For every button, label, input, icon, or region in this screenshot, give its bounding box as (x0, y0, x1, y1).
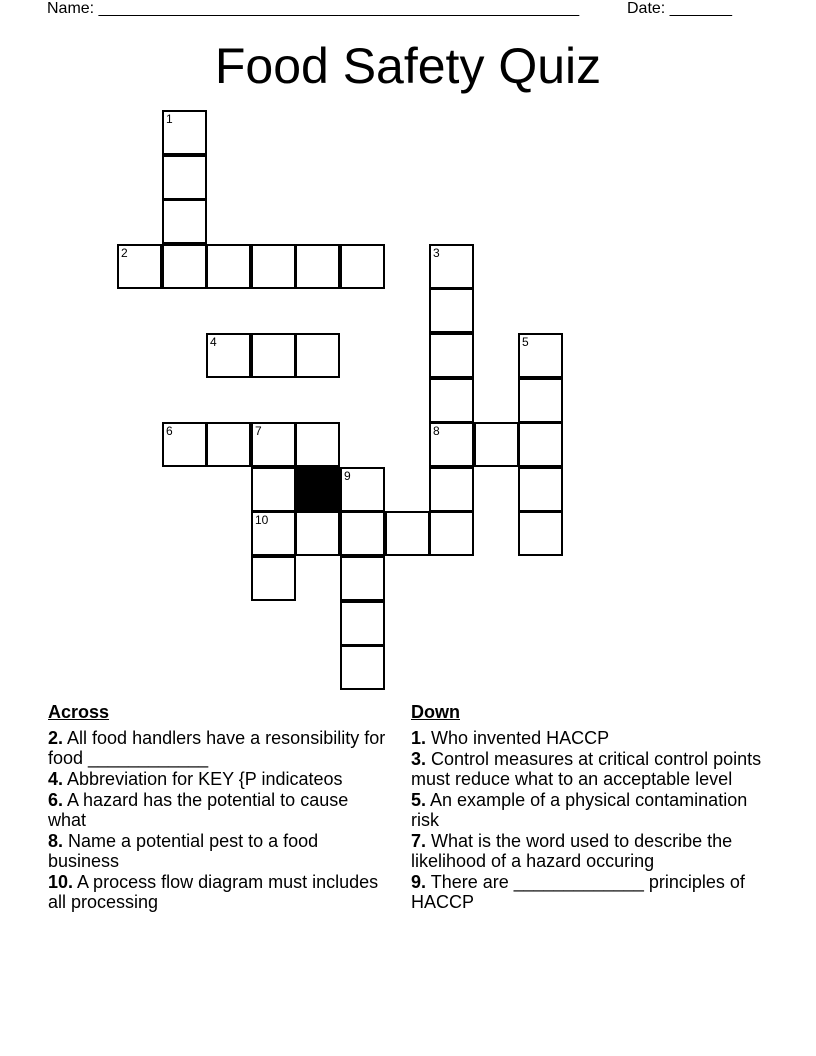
crossword-cell[interactable] (518, 422, 563, 467)
clue-down-5: 5. An example of a physical contamination risk (411, 790, 748, 830)
crossword-cell[interactable] (162, 199, 207, 244)
down-heading: Down (411, 702, 460, 722)
clue-down-9: 9. There are _____________ principles of HACCP (411, 872, 745, 912)
crossword-cell[interactable] (295, 244, 340, 289)
clue-across-8: 8. Name a potential pest to a food business (48, 831, 319, 871)
across-clues (48, 702, 388, 913)
crossword-cell[interactable] (206, 333, 251, 378)
crossword-cell[interactable] (162, 110, 207, 155)
clue-across-10: 10. A process flow diagram must includes all processing (48, 872, 379, 912)
crossword-cell[interactable] (429, 422, 474, 467)
cell-number: 1 (166, 112, 173, 126)
cell-number: 5 (522, 335, 529, 349)
crossword-cell[interactable] (518, 378, 563, 423)
crossword-cell[interactable] (162, 422, 207, 467)
date-field-label: Date: _______ (627, 0, 732, 17)
cell-number: 2 (121, 246, 128, 260)
crossword-cell[interactable] (162, 244, 207, 289)
clue-down-7: 7. What is the word used to describe the likelihood of a hazard occuring (411, 831, 733, 871)
clue-down-1: 1. Who invented HACCP (411, 728, 610, 748)
crossword-cell[interactable] (429, 288, 474, 333)
crossword-cell[interactable] (295, 511, 340, 556)
cell-number: 7 (255, 424, 262, 438)
name-field-label: Name: ______________________________________________________ (47, 0, 580, 17)
crossword-cell[interactable] (251, 556, 296, 601)
page-title: Food Safety Quiz (214, 38, 602, 94)
crossword-cell[interactable] (429, 333, 474, 378)
crossword-cell[interactable] (518, 511, 563, 556)
crossword-cell[interactable] (340, 645, 385, 690)
header (47, 0, 747, 18)
crossword-cell[interactable] (340, 467, 385, 512)
clue-across-2: 2. All food handlers have a resonsibility for food ____________ (48, 728, 386, 768)
cell-number: 6 (166, 424, 173, 438)
crossword-cell[interactable] (295, 422, 340, 467)
crossword-cell[interactable] (206, 422, 251, 467)
crossword-cell[interactable] (295, 333, 340, 378)
crossword-cell[interactable] (429, 467, 474, 512)
cell-number: 9 (344, 469, 351, 483)
clue-across-4: 4. Abbreviation for KEY {P indicateos (48, 769, 343, 789)
crossword-cell[interactable] (251, 333, 296, 378)
crossword-cell[interactable] (385, 511, 430, 556)
crossword-cell[interactable] (251, 422, 296, 467)
down-clues (411, 702, 771, 913)
crossword-cell[interactable] (206, 244, 251, 289)
crossword-cell[interactable] (340, 601, 385, 646)
crossword-cell[interactable] (429, 378, 474, 423)
crossword-cell[interactable] (518, 333, 563, 378)
cell-number: 3 (433, 246, 440, 260)
cell-number: 10 (255, 513, 269, 527)
crossword-cell[interactable] (340, 511, 385, 556)
crossword-cell[interactable] (251, 244, 296, 289)
crossword-cell[interactable] (474, 422, 519, 467)
crossword-cell[interactable] (429, 511, 474, 556)
crossword-cell[interactable] (251, 467, 296, 512)
crossword-cell[interactable] (518, 467, 563, 512)
cell-number: 4 (210, 335, 217, 349)
crossword-cell[interactable] (251, 511, 296, 556)
crossword-cell[interactable] (162, 155, 207, 200)
crossword-cell[interactable] (117, 244, 162, 289)
crossword-cell[interactable] (340, 244, 385, 289)
clue-down-3: 3. Control measures at critical control points must reduce what to an acceptable level (411, 749, 762, 789)
cell-number: 8 (433, 424, 440, 438)
crossword-block-cell (295, 467, 340, 512)
across-heading: Across (48, 702, 110, 722)
crossword-cell[interactable] (340, 556, 385, 601)
crossword-cell[interactable] (429, 244, 474, 289)
clue-across-6: 6. A hazard has the potential to cause what (48, 790, 349, 830)
